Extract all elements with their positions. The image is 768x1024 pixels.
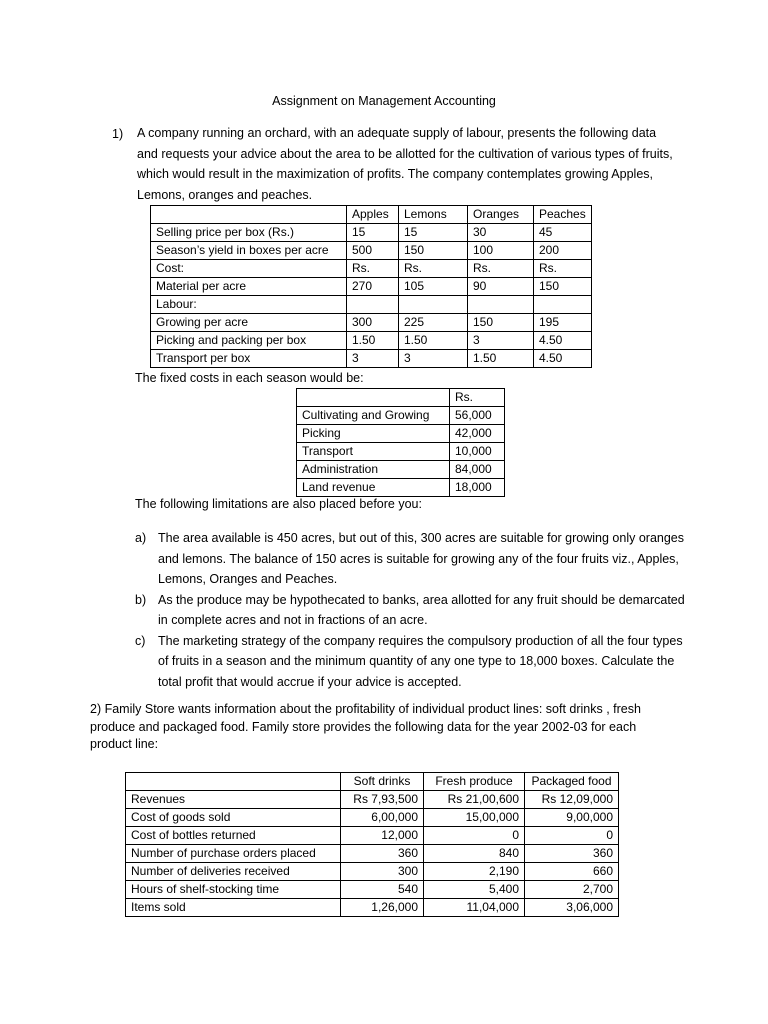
table-cell: 150 bbox=[534, 278, 592, 296]
table-cell: 0 bbox=[424, 827, 525, 845]
table-row bbox=[151, 332, 592, 350]
table-cell: 9,00,000 bbox=[525, 809, 619, 827]
table-cell bbox=[151, 206, 347, 224]
table-cell: Rs. bbox=[468, 260, 534, 278]
table-row bbox=[151, 224, 592, 242]
table-row bbox=[297, 461, 505, 479]
table-cell: Rs. bbox=[399, 260, 468, 278]
table-row bbox=[151, 296, 592, 314]
table-cell: 0 bbox=[525, 827, 619, 845]
table-cell: 300 bbox=[341, 863, 424, 881]
table-cell: 90 bbox=[468, 278, 534, 296]
table-row bbox=[151, 242, 592, 260]
table-cell: 150 bbox=[399, 242, 468, 260]
table-cell: Fresh produce bbox=[424, 773, 525, 791]
table-cell bbox=[347, 296, 399, 314]
limitation-label: b) bbox=[135, 592, 147, 607]
table-row bbox=[297, 443, 505, 461]
limitation-label: c) bbox=[135, 633, 146, 648]
question-1-text: A company running an orchard, with an adequate supply of labour, presents the following data and requests your advice about the area to be allotted for the cultivation of various types of fruits, which would result in the maximization of profits. The company contemplates growing Apples, Lemons, oranges and peaches. bbox=[137, 126, 673, 202]
table-cell: 45 bbox=[534, 224, 592, 242]
table-cell: Cost: bbox=[151, 260, 347, 278]
fixed-costs-table bbox=[296, 388, 505, 497]
table-row bbox=[126, 809, 619, 827]
table-cell: Packaged food bbox=[525, 773, 619, 791]
limitation-text: The marketing strategy of the company requires the compulsory production of all the four types of fruits in a season and the minimum quantity of any one type to 18,000 boxes. Calculate the total profit that would accrue if your advice is accepted. bbox=[158, 633, 683, 689]
table-cell: 840 bbox=[424, 845, 525, 863]
limitation-item bbox=[135, 590, 695, 631]
table-header-row bbox=[297, 389, 505, 407]
table-cell: Soft drinks bbox=[341, 773, 424, 791]
table-cell: 3 bbox=[468, 332, 534, 350]
table-row bbox=[297, 425, 505, 443]
table-cell: Rs. bbox=[347, 260, 399, 278]
table-cell: Oranges bbox=[468, 206, 534, 224]
table-row bbox=[126, 881, 619, 899]
table-cell: Season’s yield in boxes per acre bbox=[151, 242, 347, 260]
table-cell: 200 bbox=[534, 242, 592, 260]
table-cell bbox=[297, 389, 450, 407]
question-2-text: 2) Family Store wants information about the profitability of individual product lines: soft drinks , fresh produce and packaged food. Family store provides the following data for the year 2002-03 for each product line: bbox=[90, 702, 641, 751]
table-cell: Cost of bottles returned bbox=[126, 827, 341, 845]
table-header-row bbox=[151, 206, 592, 224]
product-line-table bbox=[125, 772, 619, 917]
table-cell: Growing per acre bbox=[151, 314, 347, 332]
table-cell: 360 bbox=[341, 845, 424, 863]
table-cell: Rs. bbox=[534, 260, 592, 278]
table-cell: Rs 21,00,600 bbox=[424, 791, 525, 809]
table-cell: 195 bbox=[534, 314, 592, 332]
table-cell: 1.50 bbox=[468, 350, 534, 368]
table-row bbox=[297, 479, 505, 497]
table-cell: Land revenue bbox=[297, 479, 450, 497]
table-cell: Transport bbox=[297, 443, 450, 461]
table-cell: 3,06,000 bbox=[525, 899, 619, 917]
table-cell: 100 bbox=[468, 242, 534, 260]
table-cell: Apples bbox=[347, 206, 399, 224]
table-cell: Peaches bbox=[534, 206, 592, 224]
limitation-text: As the produce may be hypothecated to banks, area allotted for any fruit should be demarcated in complete acres and not in fractions of an acre. bbox=[158, 592, 685, 627]
table-cell: Lemons bbox=[399, 206, 468, 224]
limitation-text: The area available is 450 acres, but out of this, 300 acres are suitable for growing only oranges and lemons. The balance of 150 acres is suitable for growing any of the four fruits viz., Apples, Lemons, Oranges and Peaches. bbox=[158, 531, 685, 586]
question-1-number: 1) bbox=[112, 127, 124, 141]
table-cell: 1.50 bbox=[347, 332, 399, 350]
table-cell: Rs 7,93,500 bbox=[341, 791, 424, 809]
table-cell: Hours of shelf-stocking time bbox=[126, 881, 341, 899]
table-cell: Rs 12,09,000 bbox=[525, 791, 619, 809]
table-cell: 10,000 bbox=[450, 443, 505, 461]
table-cell: 11,04,000 bbox=[424, 899, 525, 917]
limitation-item bbox=[135, 631, 695, 693]
table-row bbox=[151, 278, 592, 296]
table-cell: 12,000 bbox=[341, 827, 424, 845]
table-cell: 660 bbox=[525, 863, 619, 881]
table-cell: Cost of goods sold bbox=[126, 809, 341, 827]
table-row bbox=[151, 260, 592, 278]
table-cell: 1,26,000 bbox=[341, 899, 424, 917]
table-cell: 1.50 bbox=[399, 332, 468, 350]
table-cell: Administration bbox=[297, 461, 450, 479]
table-cell: 270 bbox=[347, 278, 399, 296]
fixed-costs-caption: The fixed costs in each season would be: bbox=[135, 371, 364, 385]
table-cell: Rs. bbox=[450, 389, 505, 407]
table-cell: Transport per box bbox=[151, 350, 347, 368]
table-cell bbox=[399, 296, 468, 314]
table-cell: 540 bbox=[341, 881, 424, 899]
table-cell: 300 bbox=[347, 314, 399, 332]
table-header-row bbox=[126, 773, 619, 791]
table-row bbox=[151, 350, 592, 368]
table-cell: Cultivating and Growing bbox=[297, 407, 450, 425]
table-cell: Picking and packing per box bbox=[151, 332, 347, 350]
table-row bbox=[126, 899, 619, 917]
fruit-data-table bbox=[150, 205, 592, 368]
table-cell: 4.50 bbox=[534, 350, 592, 368]
table-cell: 105 bbox=[399, 278, 468, 296]
table-cell: 15 bbox=[399, 224, 468, 242]
table-cell: 56,000 bbox=[450, 407, 505, 425]
table-cell bbox=[468, 296, 534, 314]
table-row bbox=[126, 863, 619, 881]
table-cell: 2,190 bbox=[424, 863, 525, 881]
limitation-label: a) bbox=[135, 531, 147, 545]
table-cell: Labour: bbox=[151, 296, 347, 314]
table-cell: 225 bbox=[399, 314, 468, 332]
table-row bbox=[126, 845, 619, 863]
table-cell: 2,700 bbox=[525, 881, 619, 899]
table-cell: Number of purchase orders placed bbox=[126, 845, 341, 863]
table-cell: Material per acre bbox=[151, 278, 347, 296]
table-cell: 84,000 bbox=[450, 461, 505, 479]
limitations-caption: The following limitations are also placed before you: bbox=[135, 497, 422, 511]
table-cell: 5,400 bbox=[424, 881, 525, 899]
table-cell: 3 bbox=[399, 350, 468, 368]
table-cell: Revenues bbox=[126, 791, 341, 809]
table-cell: Picking bbox=[297, 425, 450, 443]
table-cell: 500 bbox=[347, 242, 399, 260]
table-cell bbox=[534, 296, 592, 314]
table-cell: 6,00,000 bbox=[341, 809, 424, 827]
table-cell: Number of deliveries received bbox=[126, 863, 341, 881]
table-cell: 3 bbox=[347, 350, 399, 368]
table-cell: 18,000 bbox=[450, 479, 505, 497]
page-title: Assignment on Management Accounting bbox=[272, 94, 496, 108]
table-cell: 42,000 bbox=[450, 425, 505, 443]
table-cell: 360 bbox=[525, 845, 619, 863]
table-cell: Selling price per box (Rs.) bbox=[151, 224, 347, 242]
table-cell: 150 bbox=[468, 314, 534, 332]
table-row bbox=[126, 791, 619, 809]
table-row bbox=[126, 827, 619, 845]
table-cell bbox=[126, 773, 341, 791]
table-row bbox=[297, 407, 505, 425]
table-cell: 30 bbox=[468, 224, 534, 242]
limitation-item bbox=[135, 528, 695, 590]
table-row bbox=[151, 314, 592, 332]
limitations-list bbox=[135, 528, 695, 692]
table-cell: 15,00,000 bbox=[424, 809, 525, 827]
table-cell: Items sold bbox=[126, 899, 341, 917]
table-cell: 4.50 bbox=[534, 332, 592, 350]
table-cell: 15 bbox=[347, 224, 399, 242]
